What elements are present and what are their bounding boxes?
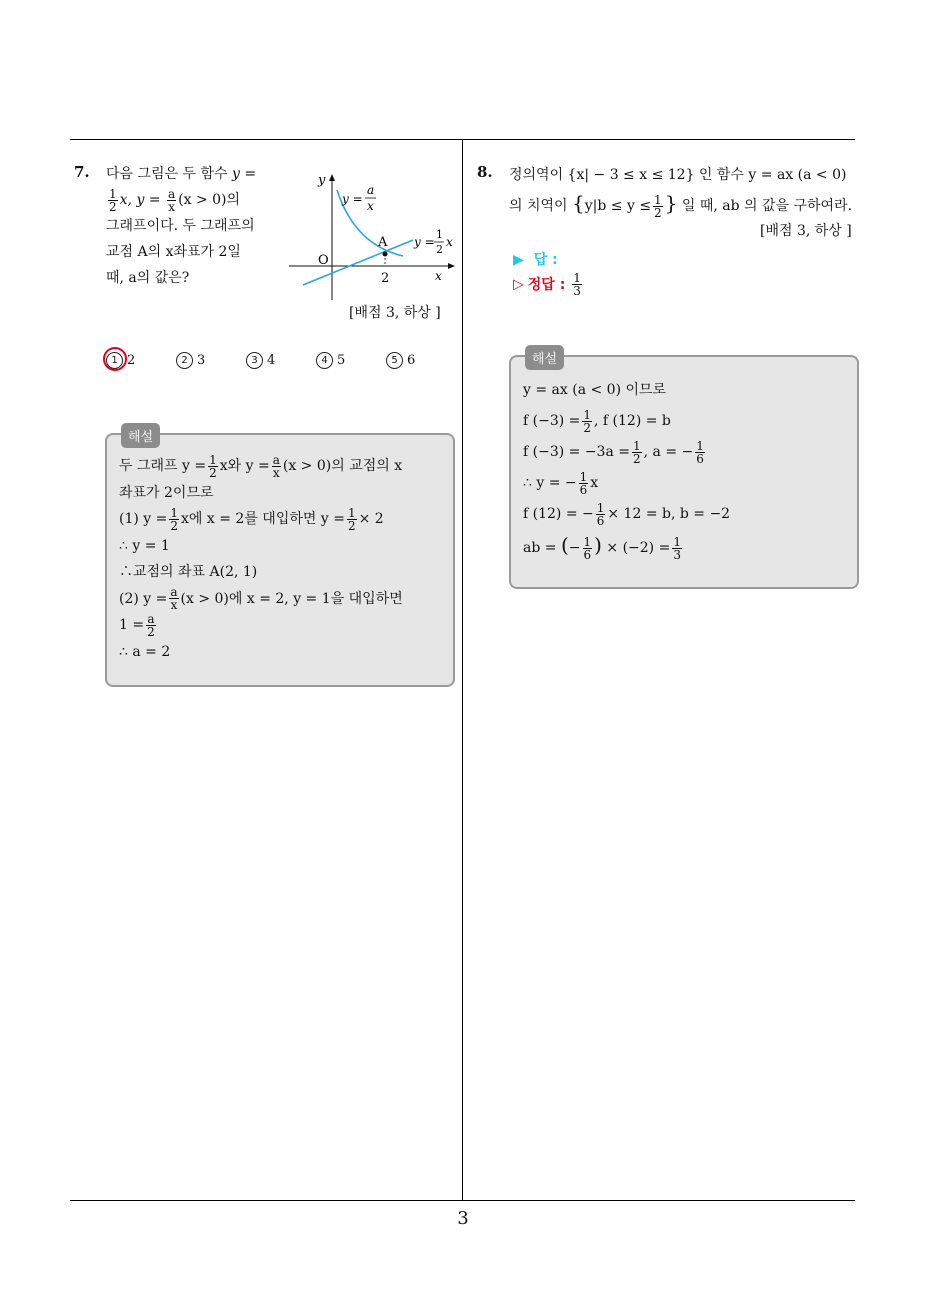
answer-row: ▶ 답 : <box>513 252 558 268</box>
choice-2[interactable]: 2 3 <box>176 352 246 369</box>
page-number: 3 <box>457 1208 469 1229</box>
q7-choices <box>106 352 456 369</box>
q8-text: 정의역이 {x| − 3 ≤ x ≤ 12} 인 함수 y = ax (a < 0) 의 치역이 {y|b ≤ y ≤ $\frac{1}{2}$ } 일 때, ab 의 값을 구하여라. <box>509 167 853 220</box>
q7-graph <box>285 170 460 305</box>
q7-solution-tag: 해설 <box>121 423 160 448</box>
q8-solution-box <box>509 352 859 589</box>
column-divider <box>462 139 463 1201</box>
q7-text: 다음 그림은 두 함수 y = $\frac{1}{2}$ x, y = $\frac{a}{x}$ (x > 0)의 그래프이다. 두 그래프의 교점 A의 x좌표가 2일 때, a의 값은? <box>106 166 257 286</box>
graph-point-a: A <box>378 235 388 250</box>
correct-answer-row: ▷ 정답 : $\frac{1}{3}$ <box>513 271 581 298</box>
choice-5[interactable]: 5 6 <box>386 352 456 369</box>
q8-solution-tag: 해설 <box>525 345 564 370</box>
frac-ax: $\frac{a}{x}$ <box>168 186 176 214</box>
graph-origin: O <box>318 253 329 268</box>
correct-mark-icon <box>102 346 128 372</box>
choice-4[interactable]: 4 5 <box>316 352 386 369</box>
graph-x-label: x <box>435 269 442 283</box>
q8-number: 8. <box>477 163 493 181</box>
frac-half: $\frac{1}{2}$ <box>109 186 117 214</box>
graph-curve-num: a <box>367 183 375 197</box>
graph-y-label: y <box>318 173 326 188</box>
q7-meta: [배점 3, 하상 ] <box>349 305 441 321</box>
graph-curve-label: y = <box>342 192 363 206</box>
graph-line-var: x <box>446 235 453 249</box>
choice-1[interactable]: 1 2 <box>106 352 176 369</box>
outline-arrow-icon: ▷ <box>513 276 524 293</box>
q8-meta: [배점 3, 하상 ] <box>760 223 852 239</box>
graph-line-label: y = <box>414 235 435 249</box>
q7-number: 7. <box>74 163 90 181</box>
q7-solution-box <box>105 430 455 687</box>
graph-line-num: 1 <box>436 228 443 241</box>
graph-curve-den: x <box>367 199 374 213</box>
q7-solution-text: 두 그래프 y = $\frac{1}{2}$ x와 y = $\frac{a}{x}$ (x > 0)의 교점의 x 좌표가 2이므로 (1) y = $\frac{1}{2}$ x에 x = 2를 대입하면 y = $\frac{1}{2}$ × 2 ∴ y = 1 ∴교점의 좌표 A(2, 1) (2) y = $\frac{a}{x}$ (x > 0)에 x = 2, y = 1을 대입하면 1 = $\frac{a}{2}$ ∴ a = 2 <box>119 452 403 660</box>
q8-solution-text: y = ax (a < 0) 이므로 f (−3) = $\frac{1}{2}$ , f (12) = b f (−3) = −3a = $\frac{1}{2}$ , a = − $\frac{1}{6}$ ∴ y = − $\frac{1}{6}$ x f (12) = − $\frac{1}{6}$ × 12 = b, b = −2 ab = (− $\frac{1}{6}$ ) × (−2) = $\frac{1}{3}$ <box>523 382 731 562</box>
correct-answer-value: $\frac{1}{3}$ <box>573 271 581 298</box>
play-arrow-icon: ▶ <box>513 252 524 268</box>
choice-3[interactable]: 3 4 <box>246 352 316 369</box>
graph-line-den: 2 <box>436 243 443 256</box>
graph-tick-2: 2 <box>381 271 390 286</box>
